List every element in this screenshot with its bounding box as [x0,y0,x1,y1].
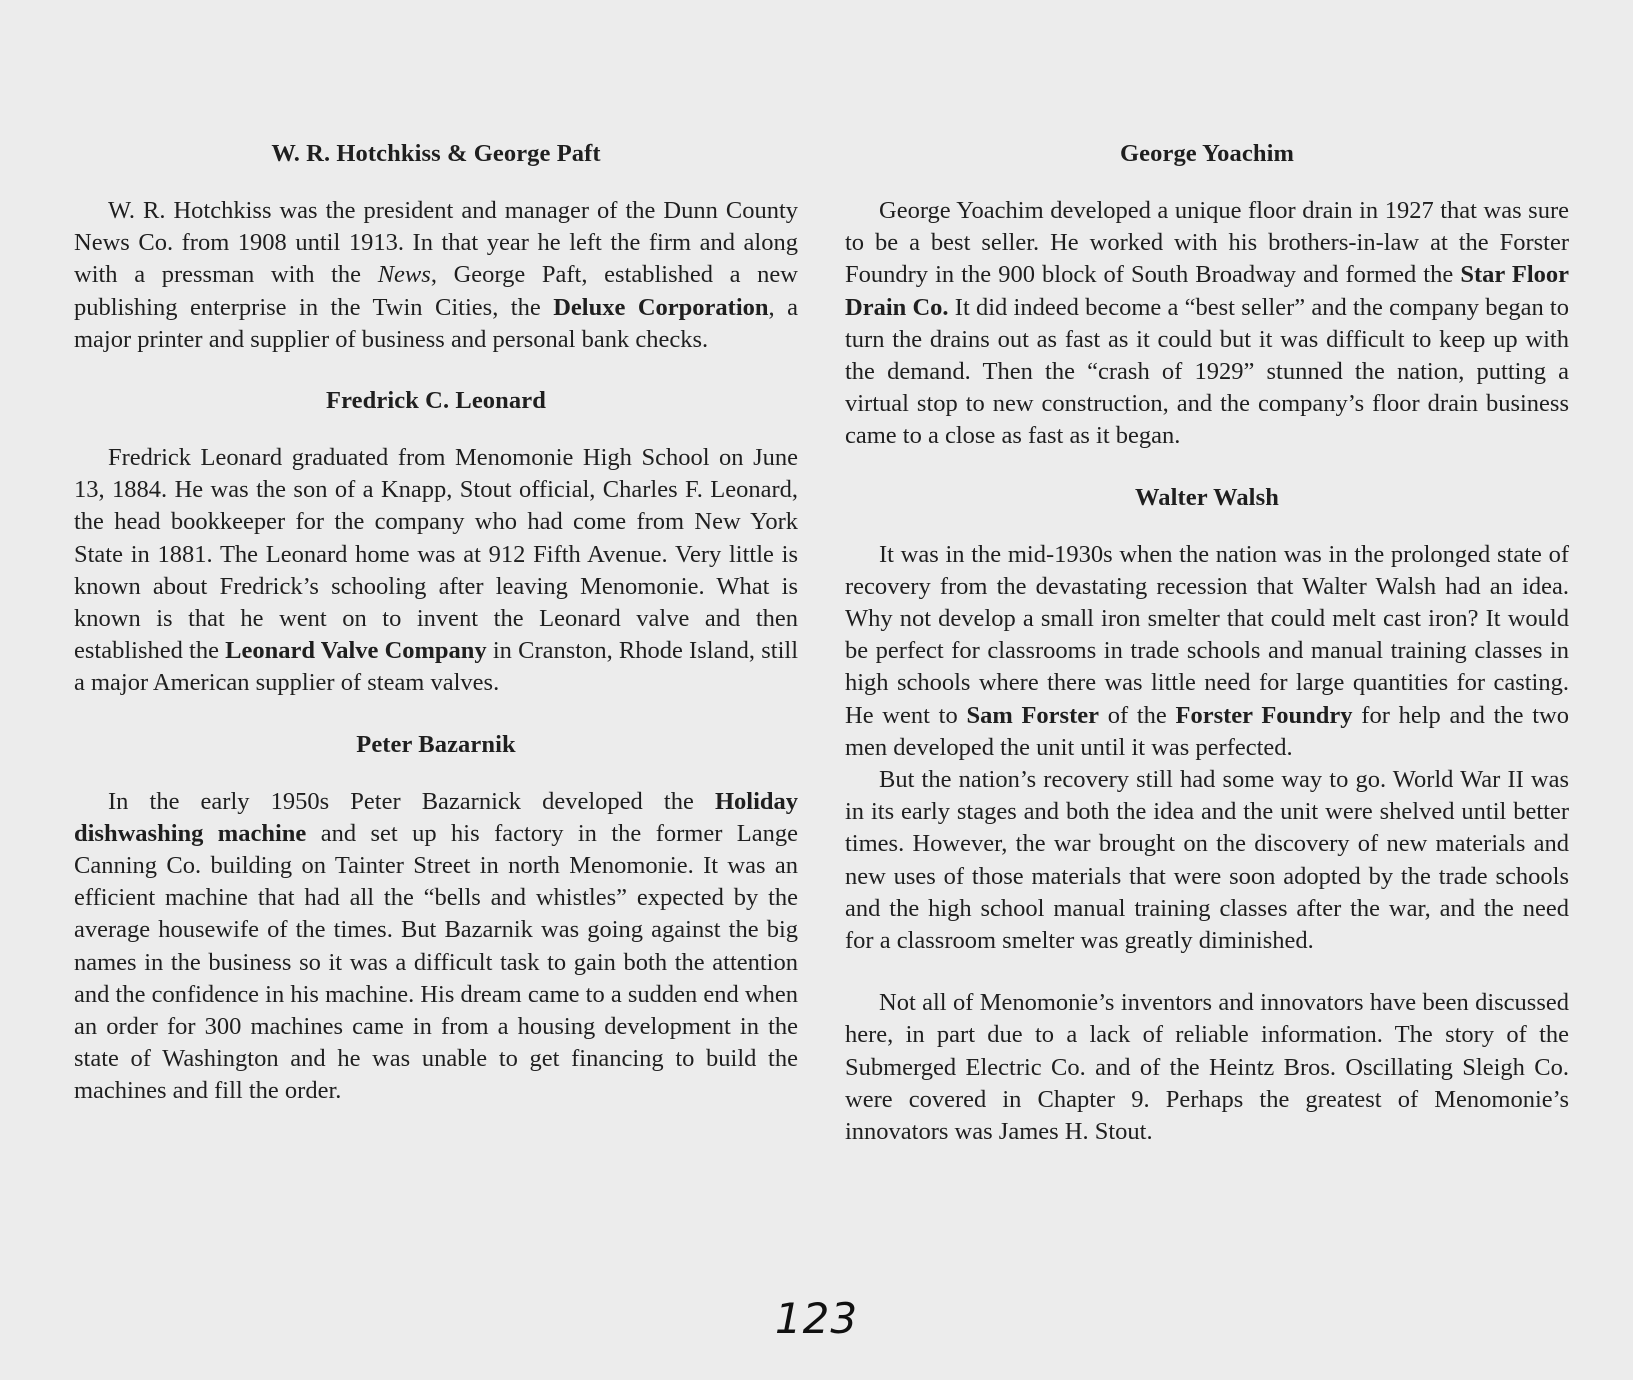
text-segment: Fredrick Leonard graduated from Menomonie High School on June 13, 1884. He was the son of a Knapp, Stout official, Charles F. Leonard, the head bookkeeper for the company who had come from New York State in 1881. The Leonard home was at 912 Fifth Avenue. Very little is known about Fredrick’s schooling after leaving Menomonie. What is known is that he went on to invent the Leonard valve and then established the [74,444,798,665]
right-column [845,138,1569,1148]
bold-term: Deluxe Corporation [553,293,769,321]
bold-term: Forster Foundry [1175,701,1353,729]
section-title-hotchkiss-paft: W. R. Hotchkiss & George Paft [271,140,601,167]
page-number: 123 [774,1294,859,1343]
text-segment: In the early 1950s Peter Bazarnick developed the [108,787,715,815]
section-title-yoachim: George Yoachim [1120,140,1294,167]
section-paragraph [74,786,798,1108]
section-paragraph [845,539,1569,764]
text-segment: George Yoachim developed a unique floor drain in 1927 that was sure to be a best seller. He worked with his brothers-in-law at the Forster Foundry in the 900 block of South Broadway and formed the [845,197,1569,289]
closing-paragraph [845,987,1569,1148]
text-segment: It did indeed become a “best seller” and the company began to turn the drains out as fast as it could but it was difficult to keep up with the demand. Then the “crash of 1929” stunned the nation, putting a virtual stop to new construction, and the company’s floor drain business came to a close as fast as it began. [845,293,1569,450]
text-segment: , a major printer and supplier of business and personal bank checks. [74,293,799,353]
section-title-walsh: Walter Walsh [1135,483,1279,511]
section-paragraph [845,195,1569,453]
section-paragraph [74,195,798,356]
text-segment: Not all of Menomonie’s inventors and innovators have been discussed here, in part due to a lack of reliable information. The story of the Submerged Electric Co. and of the Heintz Bros. Oscillating Sleigh Co. were covered in Chapter 9. Perhaps the greatest of Menomonie’s innovators was James H. Stout. [845,989,1569,1146]
bold-term: Star Floor Drain Co. [845,261,1569,321]
bold-term: Leonard Valve Company [225,637,487,665]
section-paragraph [845,764,1569,957]
italic-term: News [377,261,431,289]
text-segment: in Cranston, Rhode Island, still a major American supplier of steam valves. [74,637,798,697]
bold-term: Sam Forster [966,701,1099,729]
text-segment: W. R. Hotchkiss was the president and manager of the Dunn County News Co. from 1908 until 1913. In that year he left the firm and along with a pressman with the [74,197,798,289]
section-title-leonard: Fredrick C. Leonard [326,387,546,415]
text-segment: of the [1098,701,1176,729]
bold-term: Holiday dishwashing machine [74,787,798,847]
text-segment: for help and the two men developed the unit until it was perfected. [845,701,1570,761]
section-title-bazarnik: Peter Bazarnik [356,730,516,758]
left-column [74,138,798,1108]
text-segment: But the nation’s recovery still had some way to go. World War II was in its early stages and both the idea and the unit were shelved until better times. However, the war brought on the discovery of new materials and new uses of those materials that were soon adopted by the trade schools and the high school manual training classes after the war, and the need for a classroom smelter was greatly diminished. [845,766,1569,955]
text-segment: , George Paft, established a new publishing enterprise in the Twin Cities, the [74,261,798,321]
text-segment: It was in the mid-1930s when the nation was in the prolonged state of recovery from the devastating recession that Walter Walsh had an idea. Why not develop a small iron smelter that could melt cast iron? It would be perfect for classrooms in trade schools and manual training classes in high schools where there was little need for large quantities for casting. He went to [845,540,1569,729]
section-paragraph [74,442,798,700]
text-segment: and set up his factory in the former Lange Canning Co. building on Tainter Street in north Menomonie. It was an efficient machine that had all the “bells and whistles” expected by the average housewife of the times. But Bazarnik was going against the big names in the business so it was a difficult task to gain both the attention and the confidence in his machine. His dream came to a sudden end when an order for 300 machines came in from a housing development in the state of Washington and he was unable to get financing to build the machines and fill the order. [74,819,798,1105]
